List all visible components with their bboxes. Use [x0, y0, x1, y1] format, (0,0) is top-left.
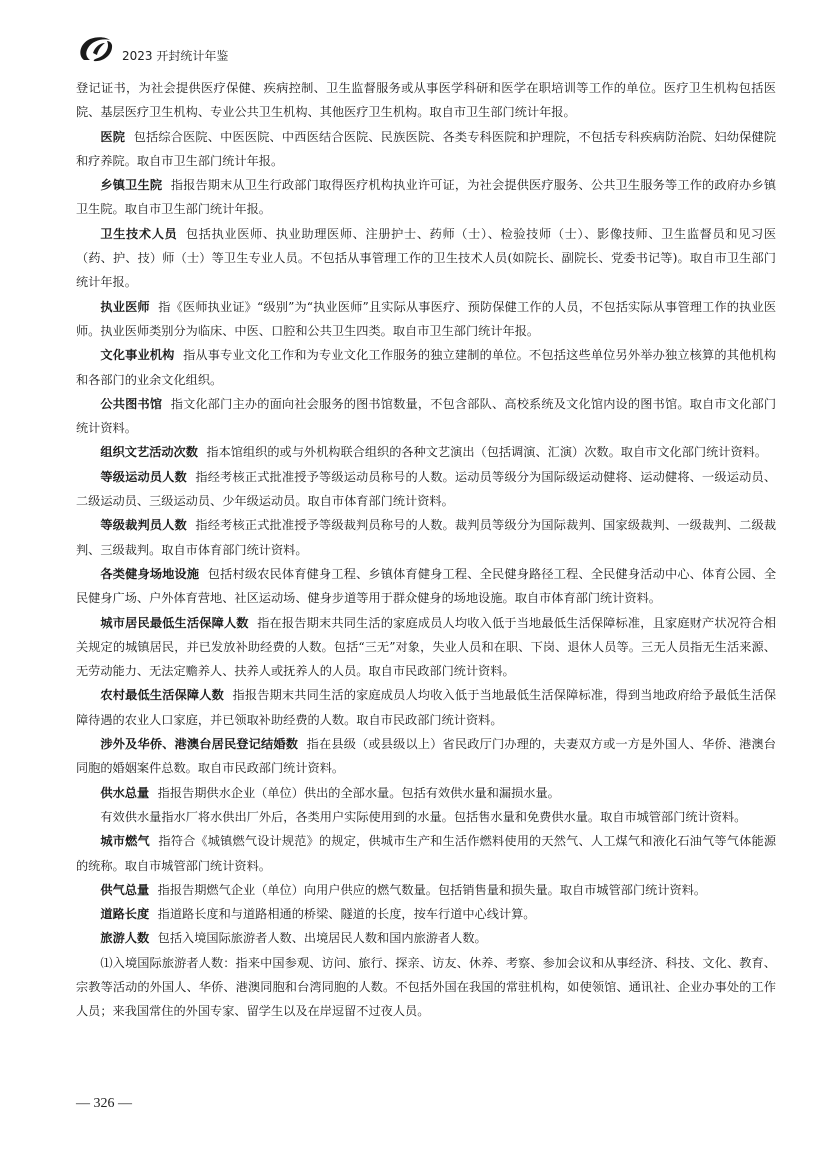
document-body	[76, 76, 776, 1024]
definition-term: 农村最低生活保障人数	[100, 688, 224, 703]
definition-paragraph	[76, 343, 776, 392]
definition-term: 城市燃气	[100, 834, 150, 849]
definition-paragraph	[76, 173, 776, 222]
definition-text: 指报告期末共同生活的家庭成员人均收入低于当地最低生活保障标准，得到当地政府给予最低生活保障待遇的农业人口家庭，并已领取补助经费的人数。取自市民政部门统计资料。	[76, 688, 777, 727]
definition-term: 等级运动员人数	[100, 469, 187, 484]
definition-text: 指符合《城镇燃气设计规范》的规定，供城市生产和生活作燃料使用的天然气、人工煤气和液化石油气等气体能源的统称。取自市城管部门统计资料。	[76, 834, 777, 873]
definition-term: 文化事业机构	[100, 348, 175, 363]
definition-term: 涉外及华侨、港澳台居民登记结婚数	[100, 737, 299, 752]
definition-term: 各类健身场地设施	[100, 566, 200, 581]
yearbook-logo-icon	[76, 34, 116, 64]
definition-text: 指在报告期末共同生活的家庭成员人均收入低于当地最低生活保障标准，且家庭财产状况符合相关规定的城镇居民，并已发放补助经费的人数。包括“三无”对象，失业人员和在职、下岗、退休人员等。三无人员指无生活来源、无劳动能力、无法定赡养人、扶养人或抚养人的人员。取自市民政部门统计资料。	[76, 615, 777, 679]
definition-paragraph	[76, 392, 776, 441]
definition-term: 城市居民最低生活保障人数	[100, 615, 249, 630]
definition-term: 卫生技术人员	[100, 226, 178, 241]
definition-term: 乡镇卫生院	[100, 178, 163, 193]
definition-paragraph	[76, 902, 776, 926]
definition-paragraph	[76, 732, 776, 781]
definition-text: 包括综合医院、中医医院、中西医结合医院、民族医院、各类专科医院和护理院，不包括专科疾病防治院、妇幼保健院和疗养院。取自市卫生部门统计年报。	[76, 129, 777, 168]
definition-paragraph	[76, 125, 776, 174]
definition-text: 指经考核正式批准授予等级裁判员称号的人数。裁判员等级分为国际裁判、国家级裁判、一级裁判、二级裁判、三级裁判。取自市体育部门统计资料。	[76, 518, 777, 557]
definition-term: 医院	[100, 129, 126, 144]
definition-text: 指道路长度和与道路相通的桥梁、隧道的长度，按车行道中心线计算。	[157, 907, 536, 922]
definition-text: 指报告期末从卫生行政部门取得医疗机构执业许可证，为社会提供医疗服务、公共卫生服务等工作的政府办乡镇卫生院。取自市卫生部门统计年报。	[76, 178, 777, 217]
definition-term: 执业医师	[100, 299, 150, 314]
definition-paragraph	[76, 440, 776, 464]
definition-paragraph	[76, 611, 776, 684]
definition-paragraph	[76, 951, 776, 1024]
definition-paragraph	[76, 295, 776, 344]
page-number: — 326 —	[76, 1096, 132, 1111]
definition-paragraph	[76, 829, 776, 878]
definition-paragraph	[76, 781, 776, 805]
definition-paragraph	[76, 683, 776, 732]
definition-paragraph	[76, 513, 776, 562]
definition-text: 指从事专业文化工作和为专业文化工作服务的独立建制的单位。不包括这些单位另外举办独立核算的其他机构和各部门的业余文化组织。	[76, 348, 777, 387]
definition-text: 登记证书，为社会提供医疗保健、疾病控制、卫生监督服务或从事医学科研和医学在职培训等工作的单位。医疗卫生机构包括医院、基层医疗卫生机构、专业公共卫生机构、其他医疗卫生机构。取自市卫生部门统计年报。	[76, 81, 776, 120]
definition-term: 组织文艺活动次数	[100, 445, 198, 460]
definition-term: 旅游人数	[100, 931, 150, 946]
definition-text: 指《医师执业证》“级别”为“执业医师”且实际从事医疗、预防保健工作的人员，不包括实际从事管理工作的执业医师。执业医师类别分为临床、中医、口腔和公共卫生四类。取自市卫生部门统计年报。	[76, 299, 777, 338]
definition-text: 指本馆组织的或与外机构联合组织的各种文艺演出（包括调演、汇演）次数。取自市文化部门统计资料。	[206, 445, 768, 460]
definition-term: 等级裁判员人数	[100, 518, 187, 533]
definition-paragraph	[76, 562, 776, 611]
definition-text: 指经考核正式批准授予等级运动员称号的人数。运动员等级分为国际级运动健将、运动健将、一级运动员、二级运动员、三级运动员、少年级运动员。取自市体育部门统计资料。	[76, 469, 777, 509]
definition-paragraph	[76, 878, 776, 902]
definition-text: 指报告期燃气企业（单位）向用户供应的燃气数量。包括销售量和损失量。取自市城管部门统计资料。	[157, 882, 707, 897]
definition-text: 包括村级农民体育健身工程、乡镇体育健身工程、全民健身路径工程、全民健身活动中心、体育公园、全民健身广场、户外体育营地、社区运动场、健身步道等用于群众健身的场地设施。取自市体育部门统计资料。	[76, 566, 777, 606]
definition-text: 指报告期供水企业（单位）供出的全部水量。包括有效供水量和漏损水量。	[157, 785, 560, 800]
definition-paragraph	[76, 76, 776, 125]
definition-paragraph	[76, 926, 776, 950]
page-header	[76, 34, 776, 66]
definition-term: 公共图书馆	[100, 396, 163, 411]
definition-term: 道路长度	[100, 907, 150, 922]
definition-paragraph	[76, 805, 776, 829]
yearbook-title: 2023 开封统计年鉴	[122, 49, 229, 63]
definition-term: 供水总量	[100, 785, 150, 800]
definition-paragraph	[76, 222, 776, 295]
definition-term: 供气总量	[100, 882, 150, 897]
definition-text: 包括执业医师、执业助理医师、注册护士、药师（士）、检验技师（士）、影像技师、卫生监督员和见习医（药、护、技）师（士）等卫生专业人员。不包括从事管理工作的卫生技术人员(如院长、副院长、党委书记等)。取自市卫生部门统计年报。	[76, 226, 777, 290]
definition-paragraph	[76, 465, 776, 514]
definition-text: 包括入境国际旅游者人数、出境居民人数和国内旅游者人数。	[157, 931, 487, 946]
definition-text: 指文化部门主办的面向社会服务的图书馆数量，不包含部队、高校系统及文化馆内设的图书馆。取自市文化部门统计资料。	[76, 396, 777, 436]
definition-text: ⑴入境国际旅游者人数：指来中国参观、访问、旅行、探亲、访友、休养、考察、参加会议和从事经济、科技、文化、教育、宗教等活动的外国人、华侨、港澳同胞和台湾同胞的人数。不包括外国在我国的常驻机构，如使领馆、通讯社、企业办事处的工作人员；来我国常住的外国专家、留学生以及在岸逗留不过夜人员。	[76, 955, 776, 1019]
definition-text: 指在县级（或县级以上）省民政厅门办理的，夫妻双方或一方是外国人、华侨、港澳台同胞的婚姻案件总数。取自市民政部门统计资料。	[76, 737, 776, 776]
definition-text: 有效供水量指水厂将水供出厂外后，各类用户实际使用到的水量。包括售水量和免费供水量。取自市城管部门统计资料。	[100, 809, 747, 824]
